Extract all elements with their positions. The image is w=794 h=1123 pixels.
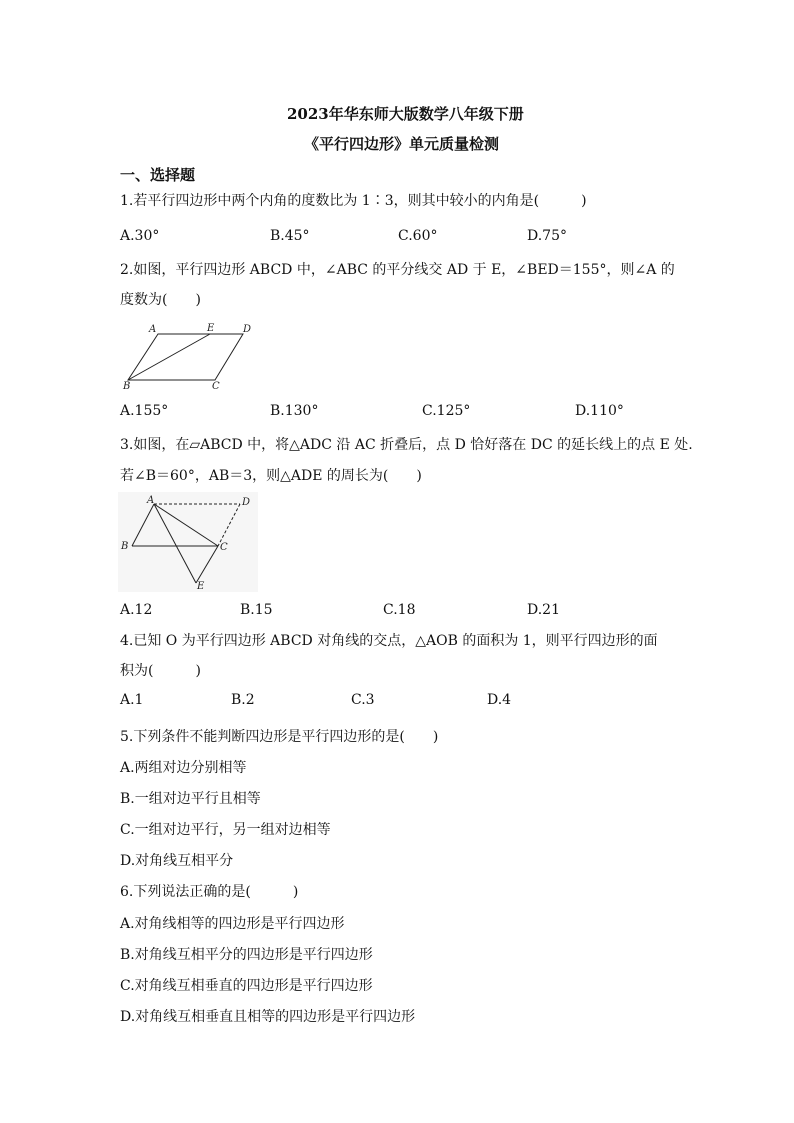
question-2-option-a: A.155° xyxy=(120,403,169,419)
question-2-option-c: C.125° xyxy=(422,403,471,419)
point-b-label: B xyxy=(121,541,129,552)
question-6-option-c: C.对角线互相垂直的四边形是平行四边形 xyxy=(120,978,373,994)
question-5-option-c: C.一组对边平行，另一组对边相等 xyxy=(120,822,331,838)
point-d-label: D xyxy=(243,324,252,335)
question-6-option-b: B.对角线互相平分的四边形是平行四边形 xyxy=(120,947,373,963)
question-6-option-d: D.对角线互相垂直且相等的四边形是平行四边形 xyxy=(120,1009,416,1025)
point-a-label: A xyxy=(147,495,155,506)
question-1-option-a: A.30° xyxy=(120,228,160,244)
question-4-option-b: B.2 xyxy=(231,692,255,708)
page-title: 2023年华东师大版数学八年级下册 xyxy=(287,105,524,123)
point-d-label: D xyxy=(242,497,251,508)
question-2-figure xyxy=(118,318,268,394)
question-3-option-b: B.15 xyxy=(240,602,273,618)
question-4-stem-line-2: 积为( ) xyxy=(120,663,201,679)
question-5-stem: 5.下列条件不能判断四边形是平行四边形的是( ) xyxy=(120,729,439,745)
question-4-option-a: A.1 xyxy=(120,692,144,708)
point-a-label: A xyxy=(149,324,157,335)
question-3-option-c: C.18 xyxy=(383,602,416,618)
question-3-stem-line-1: 3.如图，在▱ABCD 中，将△ADC 沿 AC 折叠后，点 D 恰好落在 DC 的延长线上的点 E 处. xyxy=(120,437,693,453)
question-2-stem-line-2: 度数为( ) xyxy=(120,292,201,308)
question-5-option-d: D.对角线互相平分 xyxy=(120,853,234,869)
question-1-option-b: B.45° xyxy=(270,228,310,244)
question-4-stem-line-1: 4.已知 O 为平行四边形 ABCD 对角线的交点，△AOB 的面积为 1，则平行四边形的面 xyxy=(120,633,658,649)
page-subtitle: 《平行四边形》单元质量检测 xyxy=(304,135,500,153)
figure-background xyxy=(118,492,258,592)
question-2-stem-line-1: 2.如图，平行四边形 ABCD 中，∠ABC 的平分线交 AD 于 E，∠BED＝155°，则∠A 的 xyxy=(120,262,675,278)
question-2-option-d: D.110° xyxy=(575,403,624,419)
question-5-option-a: A.两组对边分别相等 xyxy=(120,760,247,776)
question-6-option-a: A.对角线相等的四边形是平行四边形 xyxy=(120,916,345,932)
question-2-option-b: B.130° xyxy=(270,403,319,419)
question-4-option-c: C.3 xyxy=(351,692,375,708)
point-e-label: E xyxy=(197,581,205,592)
question-4-option-d: D.4 xyxy=(487,692,512,708)
question-1-option-d: D.75° xyxy=(527,228,567,244)
question-6-stem: 6.下列说法正确的是( ) xyxy=(120,884,299,900)
question-5-option-b: B.一组对边平行且相等 xyxy=(120,791,261,807)
question-3-option-a: A.12 xyxy=(120,602,153,618)
bisector-be xyxy=(128,334,210,380)
question-1-stem: 1.若平行四边形中两个内角的度数比为 1∶3，则其中较小的内角是( ) xyxy=(120,193,587,209)
section-heading: 一、选择题 xyxy=(120,166,196,184)
point-e-label: E xyxy=(207,323,215,334)
question-3-option-d: D.21 xyxy=(527,602,560,618)
parallelogram-abcd xyxy=(128,334,243,380)
question-1-option-c: C.60° xyxy=(398,228,438,244)
point-c-label: C xyxy=(220,542,228,553)
point-b-label: B xyxy=(123,381,131,392)
point-c-label: C xyxy=(212,381,220,392)
question-3-figure xyxy=(118,492,258,592)
question-3-stem-line-2: 若∠B＝60°，AB＝3，则△ADE 的周长为( ) xyxy=(120,468,422,484)
